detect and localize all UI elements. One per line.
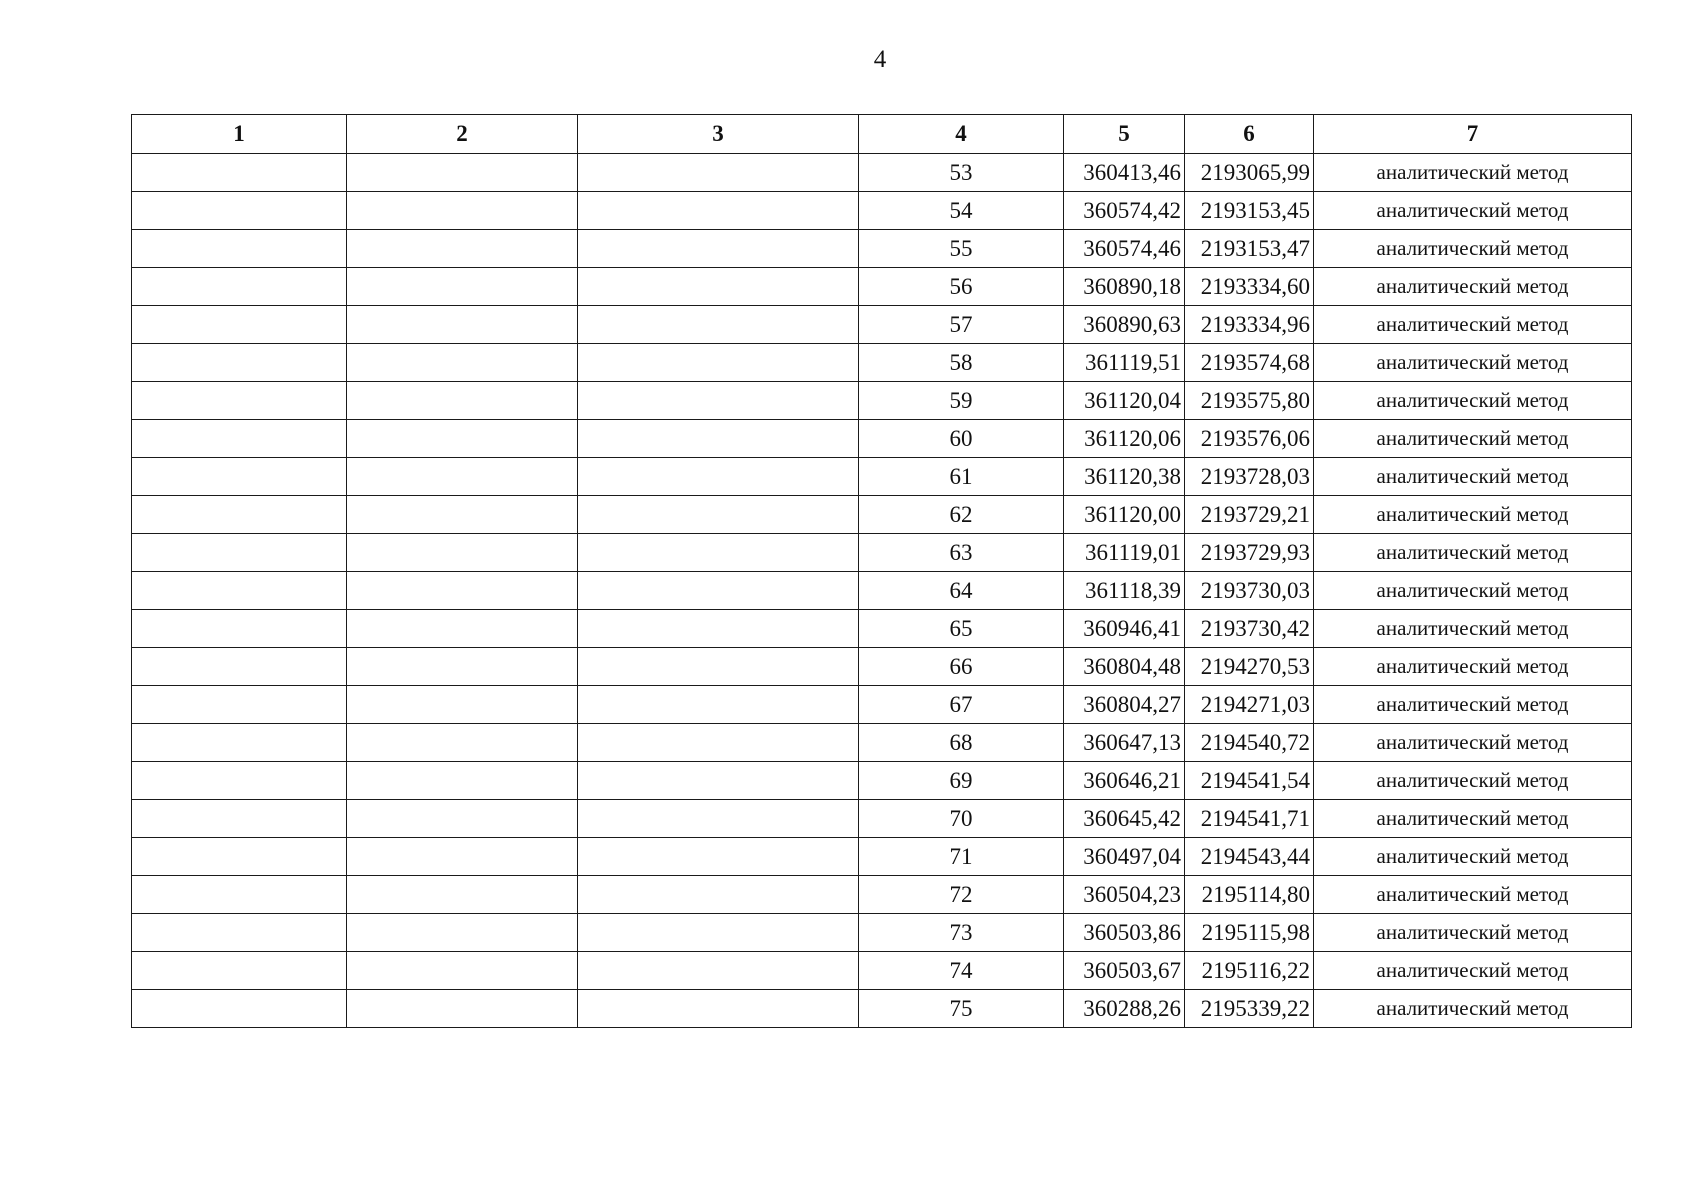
cell-col2 [347,192,578,230]
table-row [132,914,1632,952]
table-row [132,534,1632,572]
cell-col3 [578,838,859,876]
cell-col3 [578,496,859,534]
table-row [132,344,1632,382]
point-number: 66 [859,648,1064,686]
coordinates-table [131,114,1632,1028]
cell-col2 [347,420,578,458]
coord-y: 2193730,42 [1185,610,1314,648]
cell-col1 [132,344,347,382]
coord-y: 2195339,22 [1185,990,1314,1028]
table-body [132,154,1632,1028]
cell-col2 [347,230,578,268]
method-cell: аналитический метод [1314,344,1632,382]
coord-y: 2194271,03 [1185,686,1314,724]
cell-col2 [347,382,578,420]
coord-x: 360497,04 [1064,838,1185,876]
method-cell: аналитический метод [1314,572,1632,610]
cell-col1 [132,876,347,914]
table-row [132,990,1632,1028]
cell-col3 [578,724,859,762]
coord-x: 361119,01 [1064,534,1185,572]
cell-col2 [347,838,578,876]
point-number: 71 [859,838,1064,876]
table-row [132,268,1632,306]
cell-col3 [578,876,859,914]
point-number: 67 [859,686,1064,724]
cell-col3 [578,572,859,610]
method-cell: аналитический метод [1314,382,1632,420]
cell-col1 [132,724,347,762]
cell-col3 [578,534,859,572]
method-cell: аналитический метод [1314,876,1632,914]
point-number: 54 [859,192,1064,230]
table-row [132,496,1632,534]
table-row [132,724,1632,762]
table-row [132,382,1632,420]
column-header-3: 3 [578,115,859,154]
coord-y: 2195115,98 [1185,914,1314,952]
table-row [132,952,1632,990]
coord-x: 360646,21 [1064,762,1185,800]
coord-x: 360647,13 [1064,724,1185,762]
point-number: 57 [859,306,1064,344]
cell-col1 [132,382,347,420]
coord-x: 360288,26 [1064,990,1185,1028]
cell-col1 [132,610,347,648]
column-header-1: 1 [132,115,347,154]
method-cell: аналитический метод [1314,952,1632,990]
cell-col2 [347,610,578,648]
table-row [132,838,1632,876]
cell-col3 [578,648,859,686]
coord-y: 2193153,45 [1185,192,1314,230]
table-row [132,762,1632,800]
table-row [132,800,1632,838]
page-number: 4 [873,46,887,73]
cell-col3 [578,610,859,648]
coord-x: 360890,18 [1064,268,1185,306]
cell-col3 [578,268,859,306]
cell-col1 [132,230,347,268]
cell-col1 [132,914,347,952]
table-row [132,420,1632,458]
coord-x: 360890,63 [1064,306,1185,344]
method-cell: аналитический метод [1314,610,1632,648]
coord-y: 2195116,22 [1185,952,1314,990]
coord-x: 360503,67 [1064,952,1185,990]
coord-y: 2193334,60 [1185,268,1314,306]
cell-col3 [578,420,859,458]
table-row [132,610,1632,648]
cell-col2 [347,876,578,914]
cell-col2 [347,686,578,724]
coord-x: 361120,00 [1064,496,1185,534]
column-header-4: 4 [859,115,1064,154]
point-number: 58 [859,344,1064,382]
coord-y: 2194270,53 [1185,648,1314,686]
column-header-6: 6 [1185,115,1314,154]
cell-col2 [347,800,578,838]
method-cell: аналитический метод [1314,192,1632,230]
cell-col1 [132,952,347,990]
cell-col2 [347,534,578,572]
cell-col1 [132,496,347,534]
cell-col1 [132,990,347,1028]
table-row [132,572,1632,610]
coord-y: 2194543,44 [1185,838,1314,876]
coord-x: 361118,39 [1064,572,1185,610]
cell-col2 [347,268,578,306]
coord-y: 2194541,54 [1185,762,1314,800]
coord-y: 2193334,96 [1185,306,1314,344]
coord-x: 360946,41 [1064,610,1185,648]
coord-y: 2194541,71 [1185,800,1314,838]
coord-y: 2193729,93 [1185,534,1314,572]
coord-y: 2193065,99 [1185,154,1314,192]
point-number: 62 [859,496,1064,534]
cell-col2 [347,572,578,610]
column-header-2: 2 [347,115,578,154]
cell-col2 [347,496,578,534]
point-number: 55 [859,230,1064,268]
point-number: 68 [859,724,1064,762]
point-number: 75 [859,990,1064,1028]
cell-col2 [347,306,578,344]
cell-col1 [132,534,347,572]
method-cell: аналитический метод [1314,306,1632,344]
cell-col1 [132,800,347,838]
coord-x: 360574,42 [1064,192,1185,230]
method-cell: аналитический метод [1314,154,1632,192]
table-row [132,458,1632,496]
column-header-5: 5 [1064,115,1185,154]
coord-x: 360804,48 [1064,648,1185,686]
method-cell: аналитический метод [1314,268,1632,306]
cell-col1 [132,686,347,724]
cell-col3 [578,230,859,268]
point-number: 73 [859,914,1064,952]
table-row [132,306,1632,344]
coord-x: 360645,42 [1064,800,1185,838]
coord-x: 360504,23 [1064,876,1185,914]
point-number: 64 [859,572,1064,610]
cell-col3 [578,686,859,724]
table-row [132,192,1632,230]
cell-col2 [347,648,578,686]
cell-col2 [347,344,578,382]
cell-col3 [578,800,859,838]
header-row [132,115,1632,154]
coord-x: 360503,86 [1064,914,1185,952]
method-cell: аналитический метод [1314,648,1632,686]
coord-y: 2193730,03 [1185,572,1314,610]
cell-col1 [132,420,347,458]
table-row [132,154,1632,192]
cell-col2 [347,458,578,496]
cell-col3 [578,990,859,1028]
method-cell: аналитический метод [1314,800,1632,838]
method-cell: аналитический метод [1314,230,1632,268]
point-number: 63 [859,534,1064,572]
point-number: 59 [859,382,1064,420]
cell-col3 [578,154,859,192]
cell-col1 [132,572,347,610]
point-number: 65 [859,610,1064,648]
coord-y: 2195114,80 [1185,876,1314,914]
cell-col2 [347,762,578,800]
coord-x: 361120,38 [1064,458,1185,496]
cell-col1 [132,458,347,496]
column-header-7: 7 [1314,115,1632,154]
method-cell: аналитический метод [1314,420,1632,458]
cell-col2 [347,990,578,1028]
coord-x: 361120,04 [1064,382,1185,420]
method-cell: аналитический метод [1314,496,1632,534]
point-number: 53 [859,154,1064,192]
table-row [132,230,1632,268]
cell-col1 [132,648,347,686]
cell-col1 [132,762,347,800]
point-number: 69 [859,762,1064,800]
coord-x: 361120,06 [1064,420,1185,458]
cell-col1 [132,838,347,876]
point-number: 70 [859,800,1064,838]
cell-col1 [132,268,347,306]
cell-col2 [347,952,578,990]
coord-x: 360574,46 [1064,230,1185,268]
method-cell: аналитический метод [1314,914,1632,952]
method-cell: аналитический метод [1314,838,1632,876]
method-cell: аналитический метод [1314,686,1632,724]
cell-col3 [578,344,859,382]
coord-y: 2193729,21 [1185,496,1314,534]
table-row [132,648,1632,686]
cell-col2 [347,914,578,952]
coord-y: 2193576,06 [1185,420,1314,458]
point-number: 61 [859,458,1064,496]
table-row [132,876,1632,914]
cell-col3 [578,952,859,990]
method-cell: аналитический метод [1314,724,1632,762]
cell-col3 [578,192,859,230]
cell-col2 [347,724,578,762]
cell-col2 [347,154,578,192]
cell-col1 [132,192,347,230]
cell-col3 [578,762,859,800]
coord-y: 2193574,68 [1185,344,1314,382]
method-cell: аналитический метод [1314,458,1632,496]
cell-col1 [132,154,347,192]
cell-col3 [578,914,859,952]
coord-x: 361119,51 [1064,344,1185,382]
point-number: 60 [859,420,1064,458]
cell-col3 [578,382,859,420]
coord-y: 2193575,80 [1185,382,1314,420]
method-cell: аналитический метод [1314,534,1632,572]
coord-x: 360413,46 [1064,154,1185,192]
cell-col1 [132,306,347,344]
method-cell: аналитический метод [1314,990,1632,1028]
coord-y: 2194540,72 [1185,724,1314,762]
point-number: 72 [859,876,1064,914]
coord-y: 2193728,03 [1185,458,1314,496]
point-number: 74 [859,952,1064,990]
table-row [132,686,1632,724]
point-number: 56 [859,268,1064,306]
coord-x: 360804,27 [1064,686,1185,724]
method-cell: аналитический метод [1314,762,1632,800]
cell-col3 [578,306,859,344]
cell-col3 [578,458,859,496]
coord-y: 2193153,47 [1185,230,1314,268]
